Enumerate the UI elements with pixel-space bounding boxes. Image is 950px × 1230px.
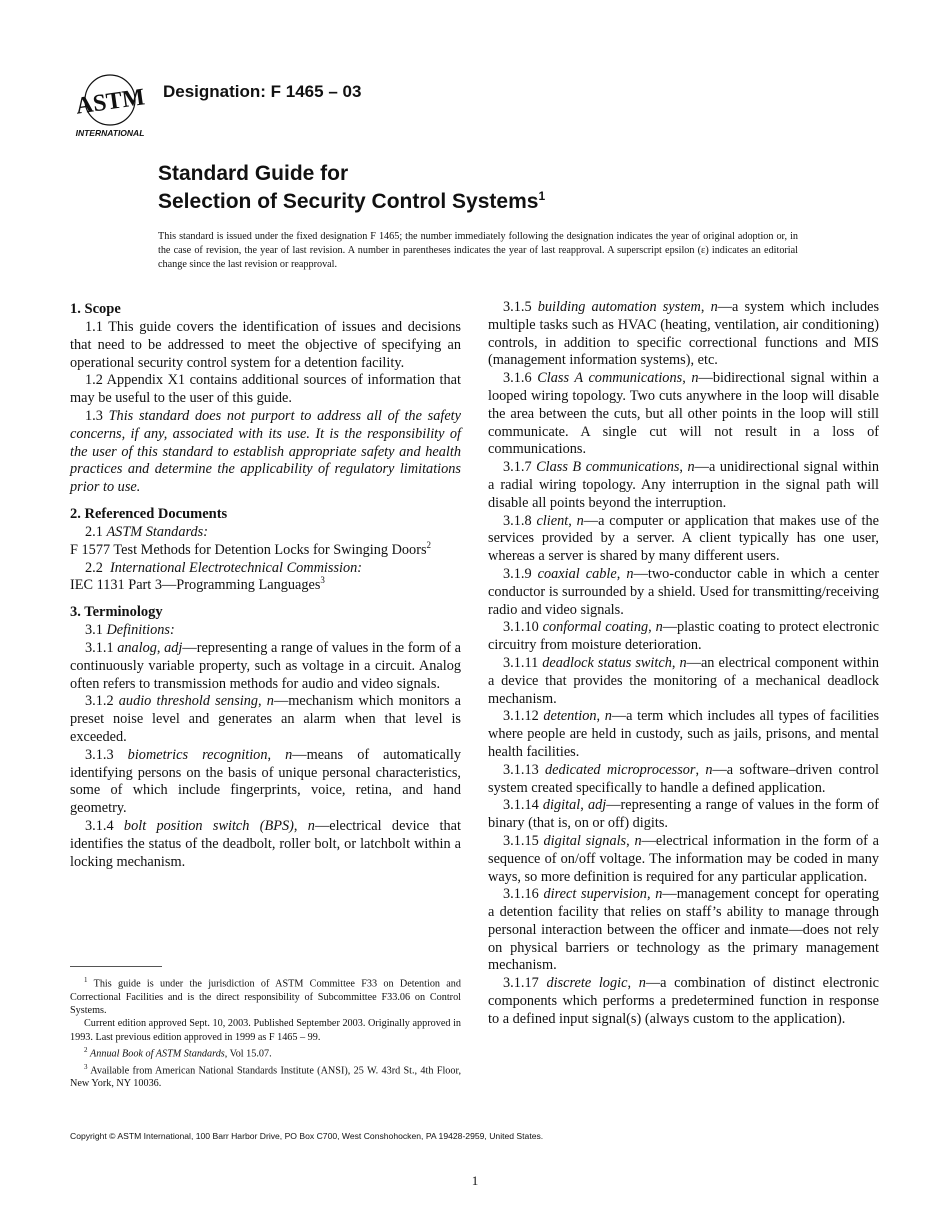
definition-item: 3.1.15 digital signals, n—electrical information in the form of a sequence of on/off voltage. The information may be coded in many ways, so more definition is required for any particular application. <box>488 832 879 885</box>
astm-mark-icon <box>74 75 146 125</box>
refdocs-heading: 2. Referenced Documents <box>70 505 228 522</box>
definition-item: 3.1.17 discrete logic, n—a combination of distinct electronic components which performs a predetermined function in response to a defined input signal(s) (always custom to the application). <box>488 975 880 1027</box>
definition-item: 3.1.4 bolt position switch (BPS), n—electrical device that identifies the status of the deadbolt, roller bolt, or latchbolt within a locking mechanism. <box>70 817 461 870</box>
title-line-1: Standard Guide for <box>158 162 349 185</box>
definitions-right <box>488 299 879 1029</box>
scope-1-2: 1.2 Appendix X1 contains additional sources of information that may be useful to the user of this guide. <box>70 372 461 407</box>
definition-item: 3.1.14 digital, adj—representing a range of values in the form of binary (that is, on or off) digits. <box>488 797 879 832</box>
definition-item: 3.1.3 biometrics recognition, n—means of automatically identifying persons on the basis of unique personal characteristics, some of which include fingerprints, voice, retina, and hand geometry. <box>70 746 461 817</box>
issued-note: This standard is issued under the fixed designation F 1465; the number immediately following the designation indicates the year of original adoption or, in the case of revision, the year of last revision. A number in parentheses indicates the year of last reapproval. A superscript epsilon (ε) indicates an editorial change since the last revision or reapproval. <box>158 231 798 271</box>
copyright: Copyright © ASTM International, 100 Barr Harbor Drive, PO Box C700, West Conshohocken, PA 19428-2959, United States. <box>70 1131 544 1141</box>
definitions-left <box>70 640 461 871</box>
definition-item: 3.1.8 client, n—a computer or application that makes use of the services provided by a server. A client typically has one user, whereas a server is shared by many different users. <box>488 512 879 565</box>
logo-international-text: INTERNATIONAL <box>75 128 145 138</box>
title-footnote-ref: 1 <box>538 189 546 203</box>
footnote-3: $^3$ Available from American National Standards Institute (ANSI), 25 W. 43rd St., 4th Floor, New York, NY 10036. <box>70 1062 461 1090</box>
footnote-1b: Current edition approved Sept. 10, 2003. Published September 2003. Originally approved in 1993. Last previous edition approved in 1999 as F 1465 – 99. <box>70 1018 461 1043</box>
right-column <box>488 299 879 1029</box>
footnote-2: $^2$ Annual Book of ASTM Standards, Vol 15.07. <box>84 1045 272 1060</box>
definition-item: 3.1.11 deadlock status switch, n—an electrical component within a device that provides the monitoring of a mechanical deadlock mechanism. <box>488 654 879 707</box>
designation: Designation: F 1465 – 03 <box>163 82 362 101</box>
terminology-heading: 3. Terminology <box>70 604 163 621</box>
footnotes <box>70 974 461 1091</box>
definition-item: 3.1.5 building automation system, n—a system which includes multiple tasks such as HVAC (heating, ventilation, air conditioning) controls, in addition to specific correctional functions and MIS (management information systems), etc. <box>488 299 880 369</box>
ref-iec: IEC 1131 Part 3—Programming Languages$^3$ <box>70 575 325 594</box>
definition-item: 3.1.1 analog, adj—representing a range of values in the form of a continuously variable property, such as voltage in a circuit. Analog often refers to transmission methods for audio and video signals. <box>70 639 461 692</box>
footnote-1: $^1$ This guide is under the jurisdiction of ASTM Committee F33 on Detention and Correctional Facilities and is the direct responsibility of Subcommittee F33.06 on Control Systems. <box>70 976 461 1016</box>
definition-item: 3.1.7 Class B communications, n—a unidirectional signal within a radial wiring topology. Any interruption in the signal path will disable all points beyond the interruption. <box>488 459 879 511</box>
terminology-3-1: 3.1 Definitions: <box>85 622 175 639</box>
scope-1-3: 1.3 This standard does not purport to address all of the safety concerns, if any, associated with its use. It is the responsibility of the user of this standard to establish appropriate safety and health practices and determine the applicability of regulatory limitations prior to use. <box>70 407 461 496</box>
definition-item: 3.1.13 dedicated microprocessor, n—a software–driven control system created specifically to handle a defined application. <box>488 761 879 796</box>
definition-item: 3.1.9 coaxial cable, n—two-conductor cable in which a center conductor is surrounded by a shield. Used for transmitting/receiving radio and video signals. <box>488 565 879 618</box>
refdocs-2-2: 2.2 International Electrotechnical Commission: <box>85 559 363 576</box>
footnote-rule <box>70 966 162 967</box>
scope-heading: 1. Scope <box>70 301 121 317</box>
definition-item: 3.1.6 Class A communications, n—bidirectional signal within a looped wiring topology. Two cuts anywhere in the loop will disable the area between the cuts, but all other points in the loop will still communicate. A single cut will not result in a loss of communications. <box>488 370 879 458</box>
definition-item: 3.1.10 conformal coating, n—plastic coating to protect electronic circuitry from moisture deterioration. <box>488 619 880 654</box>
definition-item: 3.1.12 detention, n—a term which includes all types of facilities where people are held in custody, such as jails, prisons, and mental health facilities. <box>488 708 880 760</box>
astm-logo <box>68 72 152 140</box>
ref-f1577: F 1577 Test Methods for Detention Locks for Swinging Doors$^2$ <box>70 540 432 558</box>
left-column <box>70 299 461 871</box>
page-number: 1 <box>471 1173 479 1188</box>
refdocs-2-1: 2.1 ASTM Standards: <box>85 523 208 540</box>
scope-1-1: 1.1 This guide covers the identification of issues and decisions that need to be addressed to meet the objective of specifying an operational security control system for a detention facility. <box>70 319 461 371</box>
definition-item: 3.1.2 audio threshold sensing, n—mechanism which monitors a preset noise level and generates an alarm when that level is exceeded. <box>70 693 461 745</box>
logo-mark-text: ASTM <box>74 84 147 120</box>
document-title <box>158 162 545 213</box>
definition-item: 3.1.16 direct supervision, n—management concept for operating a detention facility that relies on staff’s ability to manage through personal interaction between the officer and inmate—does not rely on physical barriers or technology as the primary management mechanism. <box>488 886 879 974</box>
title-line-2: Selection of Security Control Systems$^1$ <box>158 189 546 213</box>
